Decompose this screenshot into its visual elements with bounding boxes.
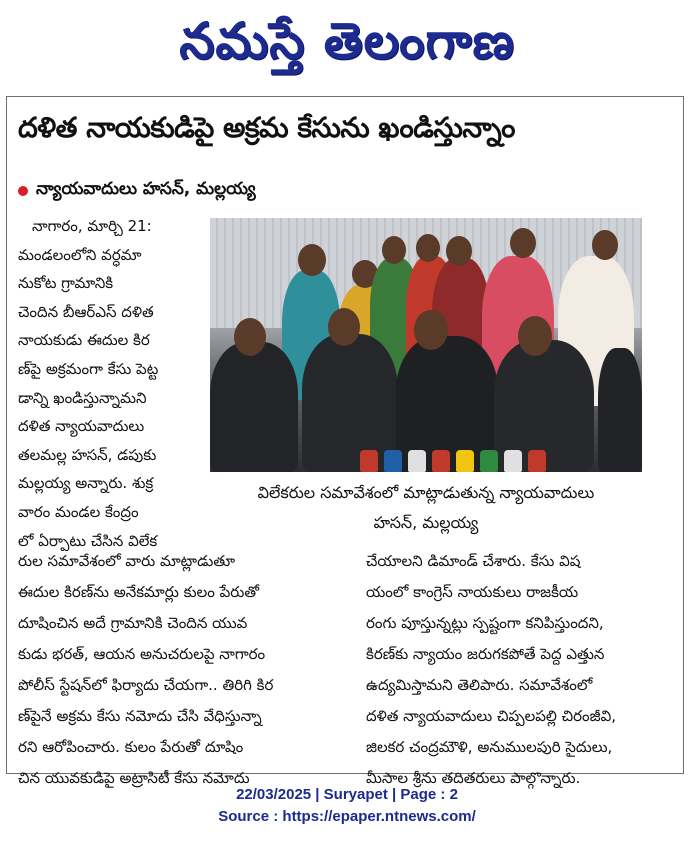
- person-head: [382, 236, 406, 264]
- microphone-icon: [432, 450, 450, 472]
- article-subhead-row: [18, 178, 256, 204]
- microphone-icon: [408, 450, 426, 472]
- body-line: లో ఏర్పాటు చేసిన విలేక: [18, 531, 158, 550]
- caption-line: హసన్, మల్లయ్య: [373, 513, 479, 532]
- microphones: [360, 446, 610, 472]
- person-head: [328, 308, 360, 346]
- press-meet-photo: [210, 218, 642, 472]
- body-line: చిన యువకుడిపై అట్రాసిటీ కేసు నమోదు: [18, 769, 250, 787]
- body-line: ణ్‌పై అక్రమంగా కేసు పెట్ట: [18, 359, 159, 378]
- body-line: రుల సమావేశంలో వారు మాట్లాడుతూ: [18, 552, 236, 570]
- article-right-column: [366, 546, 678, 794]
- caption-line: విలేకరుల సమావేశంలో మాట్లాడుతున్న న్యాయవాదులు: [257, 483, 595, 502]
- body-line: దళిత న్యాయవాదులు: [18, 417, 145, 436]
- person-head: [298, 244, 326, 276]
- body-line: ఈదుల కిరణ్‌ను అనేకమార్లు కులం పేరుతో: [18, 583, 260, 601]
- article-bottom-left-column: [18, 546, 352, 794]
- clipping-footer: [0, 784, 694, 828]
- bullet-dot-icon: [18, 186, 28, 196]
- body-line: కుడు భరత్, ఆయన అనుచరులపై నాగారం: [18, 645, 266, 663]
- body-line: వారం మండల కేంద్రం: [18, 502, 139, 521]
- person-head: [510, 228, 536, 258]
- microphone-icon: [480, 450, 498, 472]
- article-left-column: [18, 212, 206, 555]
- body-line: నాగారం, మార్చి 21:: [32, 217, 152, 235]
- body-line: మల్లయ్య అన్నారు. శుక్ర: [18, 474, 154, 493]
- body-line: తలమల్ల హసన్, డపుకు: [18, 445, 157, 464]
- body-line: రని ఆరోపించారు. కులం పేరుతో దూషిం: [18, 738, 244, 756]
- body-line: మండలంలోని వర్ధమా: [18, 245, 142, 264]
- person-head: [592, 230, 618, 260]
- microphone-icon: [360, 450, 378, 472]
- body-line: యంలో కాంగ్రెస్ నాయకులు రాజకీయ: [366, 583, 579, 601]
- body-line: జిలకర చంద్రమౌళి, అనుములపురి సైదులు,: [366, 738, 613, 756]
- microphone-icon: [384, 450, 402, 472]
- article-headline: దళిత నాయకుడిపై అక్రమ కేసును ఖండిస్తున్నాం: [18, 111, 515, 144]
- body-line: నుకోట గ్రామానికి: [18, 274, 114, 293]
- person-head: [416, 234, 440, 262]
- body-line: పోలీస్ స్టేషన్‌లో ఫిర్యాదు చేయగా.. తిరిగి కిర: [18, 676, 274, 694]
- body-line: నాయకుడు ఈదుల కిర: [18, 331, 150, 350]
- person-head: [414, 310, 448, 350]
- body-line: దళిత న్యాయవాదులు చిప్పలపల్లి చిరంజీవి,: [366, 707, 617, 725]
- body-line: చెందిన బీఆర్ఎస్ దళిత: [18, 302, 154, 321]
- masthead-logo: నమస్తే తెలంగాణ: [179, 11, 515, 70]
- body-line: డాన్ని ఖండిస్తున్నామని: [18, 388, 147, 407]
- person-figure: [210, 342, 298, 472]
- photo-caption: [210, 478, 642, 538]
- person-head: [446, 236, 472, 266]
- body-line: మీసాల శ్రీను తదితరులు పాల్గొన్నారు.: [366, 769, 581, 787]
- footer-date-page: 22/03/2025 | Suryapet | Page : 2: [236, 786, 458, 803]
- body-line: ఉద్యమిస్తామని తెలిపారు. సమావేశంలో: [366, 676, 593, 694]
- person-head: [234, 318, 266, 356]
- body-line: కిరణ్‌కు న్యాయం జరుగకపోతే పెద్ద ఎత్తున: [366, 645, 605, 663]
- microphone-icon: [456, 450, 474, 472]
- body-line: చేయాలని డిమాండ్ చేశారు. కేసు విష: [366, 552, 581, 570]
- body-line: రంగు పూస్తున్నట్లు స్పష్టంగా కనిపిస్తుందని,: [366, 614, 604, 632]
- body-line: ణ్‌పైనే అక్రమ కేసు నమోదు చేసి వేధిస్తున్నా: [18, 707, 262, 725]
- microphone-icon: [504, 450, 522, 472]
- person-head: [518, 316, 552, 356]
- microphone-icon: [528, 450, 546, 472]
- body-line: దూషించిన అదే గ్రామానికి చెందిన యువ: [18, 614, 248, 632]
- footer-source: Source : https://epaper.ntnews.com/: [218, 808, 476, 825]
- article-subhead: న్యాయవాదులు హసన్, మల్లయ్య: [36, 179, 256, 199]
